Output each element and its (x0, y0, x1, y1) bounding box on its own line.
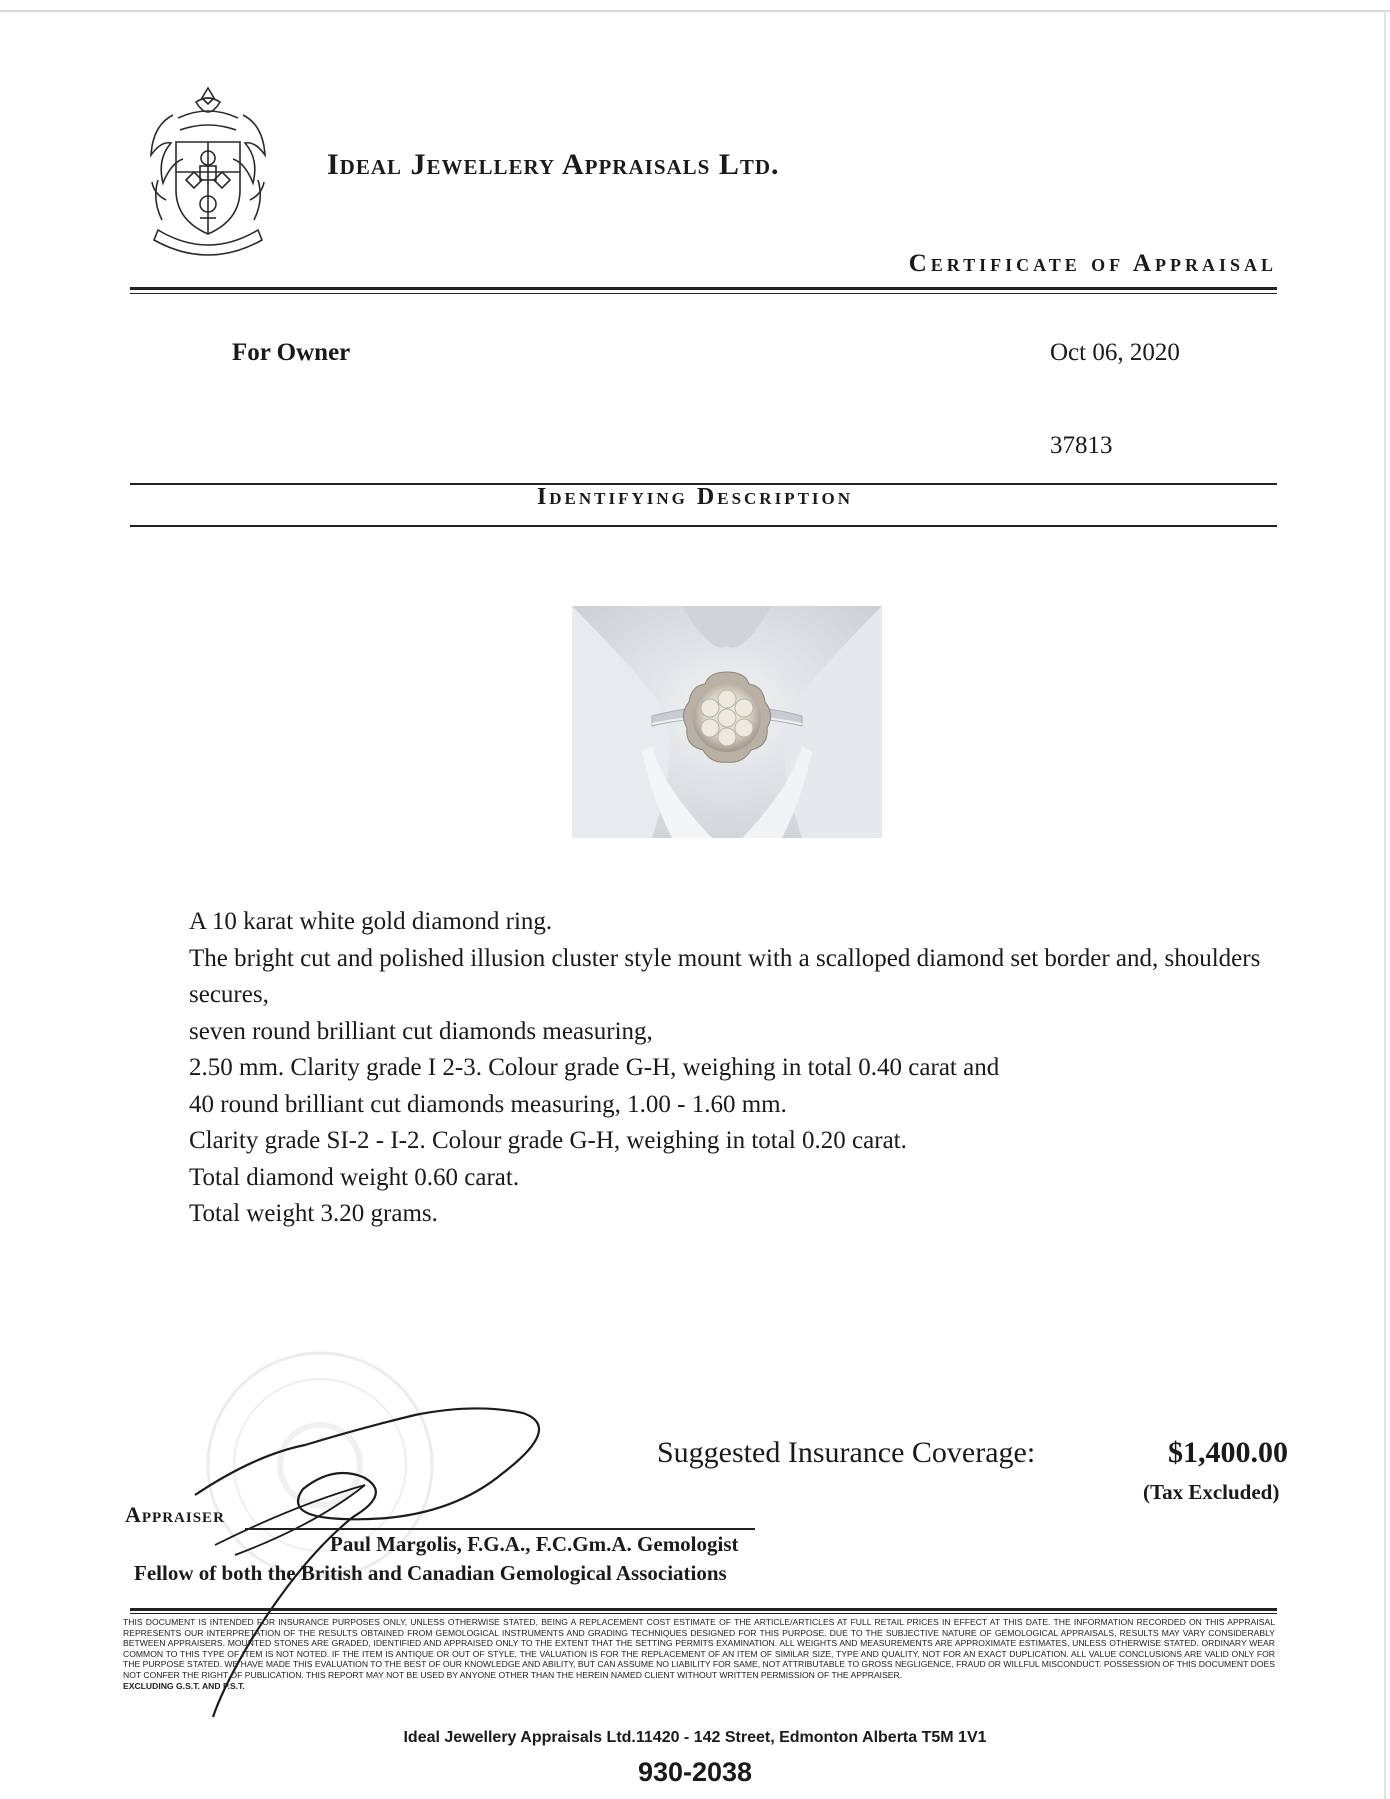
signature-line (245, 1528, 755, 1530)
page-edge-right (1384, 10, 1386, 1799)
appraiser-credentials: Fellow of both the British and Canadian Gemological Associations (134, 1561, 727, 1585)
header-rule-thick (130, 287, 1277, 290)
appraiser-name: Paul Margolis, F.G.A., F.C.Gm.A. Gemologist (330, 1532, 739, 1556)
disclaimer (123, 1617, 1275, 1691)
tax-note: (Tax Excluded) (1143, 1480, 1280, 1504)
description-line: The bright cut and polished illusion cluster style mount with a scalloped diamond set border and, shoulders secures, (189, 944, 1261, 1008)
ring-photo (572, 606, 882, 838)
disclaimer-rule-thick (130, 1608, 1277, 1611)
description-line: Clarity grade SI-2 - I-2. Colour grade G-H, weighing in total 0.20 carat. (189, 1127, 907, 1154)
coat-of-arms-icon (138, 80, 278, 260)
description-line: 2.50 mm. Clarity grade I 2-3. Colour grade G-H, weighing in total 0.40 carat and (189, 1054, 1000, 1081)
disclaimer-text: THIS DOCUMENT IS INTENDED FOR INSURANCE PURPOSES ONLY, UNLESS OTHERWISE STATED, BEING A REPLACEMENT COST ESTIMATE OF THE ARTICLE/ARTICLES AT FULL RETAIL PRICES IN EFFECT AT THIS DATE. THE INFORMATION RECORDED ON THIS APPRAISAL REPRESENTS OUR INTERPRETATION OF THE RESULTS OBTAINED FROM GEMOLOGICAL INSTRUMENTS AND GRADING TECHNIQUES DESIGNED FOR THIS PURPOSE. DUE TO THE SUBJECTIVE NATURE OF GEMOLOGICAL APPRAISALS, RESULTS MAY VARY CONSIDERABLY BETWEEN APPRAISERS. MOUNTED STONES ARE GRADED, IDENTIFIED AND APPRAISED ONLY TO THE EXTENT THAT THE SETTING PERMITS EXAMINATION. ALL WEIGHTS AND MEASUREMENTS ARE APPROXIMATE ESTIMATES, UNLESS OTHERWISE STATED. ORDINARY WEAR COMMON TO THIS TYPE OF ITEM IS NOT NOTED. IF THE ITEM IS ANTIQUE OR OUT OF STYLE, THE VALUATION IS FOR THE REPLACEMENT OF AN ITEM OF SIMILAR SIZE, TYPE AND QUALITY, NOT FOR AN EXACT DUPLICATION. ALL VALUE CONCLUSIONS ARE VALID ONLY FOR THE PURPOSE STATED. WE HAVE MADE THIS EVALUATION TO THE BEST OF OUR KNOWLEDGE AND ABILITY, BUT CAN ASSUME NO LIABILITY FOR SAME, NOT ATTRIBUTABLE TO GROSS NEGLIGENCE, FRAUD OR WILLFUL MISCONDUCT. POSSESSION OF THIS DOCUMENT DOES NOT CONFER THE RIGHT OF PUBLICATION. THIS REPORT MAY NOT BE USED BY ANYONE OTHER THAN THE HEREIN NAMED CLIENT WITHOUT WRITTEN PERMISSION OF THE APPRAISER. (123, 1617, 1275, 1680)
section-rule-bottom (130, 525, 1277, 527)
item-description (189, 904, 1269, 1233)
certificate-title: Certificate of Appraisal (908, 250, 1277, 277)
disclaimer-tax-line: EXCLUDING G.S.T. AND P.S.T. (123, 1680, 245, 1691)
reference-number: 37813 (1050, 432, 1113, 459)
header-rule-thin (130, 293, 1277, 294)
appraiser-label: Appraiser (125, 1502, 225, 1527)
description-line: Total diamond weight 0.60 carat. (189, 1163, 520, 1191)
disclaimer-rule-thin (130, 1613, 1277, 1614)
section-title: Identifying Description (536, 484, 854, 510)
owner-label: For Owner (232, 339, 351, 366)
coverage-amount: $1,400.00 (1168, 1436, 1288, 1469)
description-line: Total weight 3.20 grams. (189, 1200, 438, 1227)
appraisal-date: Oct 06, 2020 (1050, 339, 1180, 366)
description-line: seven round brilliant cut diamonds measuring, (189, 1017, 653, 1045)
company-name: Ideal Jewellery Appraisals Ltd. (327, 148, 780, 181)
description-line: A 10 karat white gold diamond ring. (189, 908, 553, 935)
page-edge-top (0, 10, 1390, 12)
footer-phone: 930-2038 (637, 1757, 753, 1787)
coverage-label: Suggested Insurance Coverage: (657, 1436, 1036, 1469)
footer-address: Ideal Jewellery Appraisals Ltd.11420 - 142 Street, Edmonton Alberta T5M 1V1 (403, 1729, 987, 1746)
description-line: 40 round brilliant cut diamonds measuring, 1.00 - 1.60 mm. (189, 1090, 787, 1118)
